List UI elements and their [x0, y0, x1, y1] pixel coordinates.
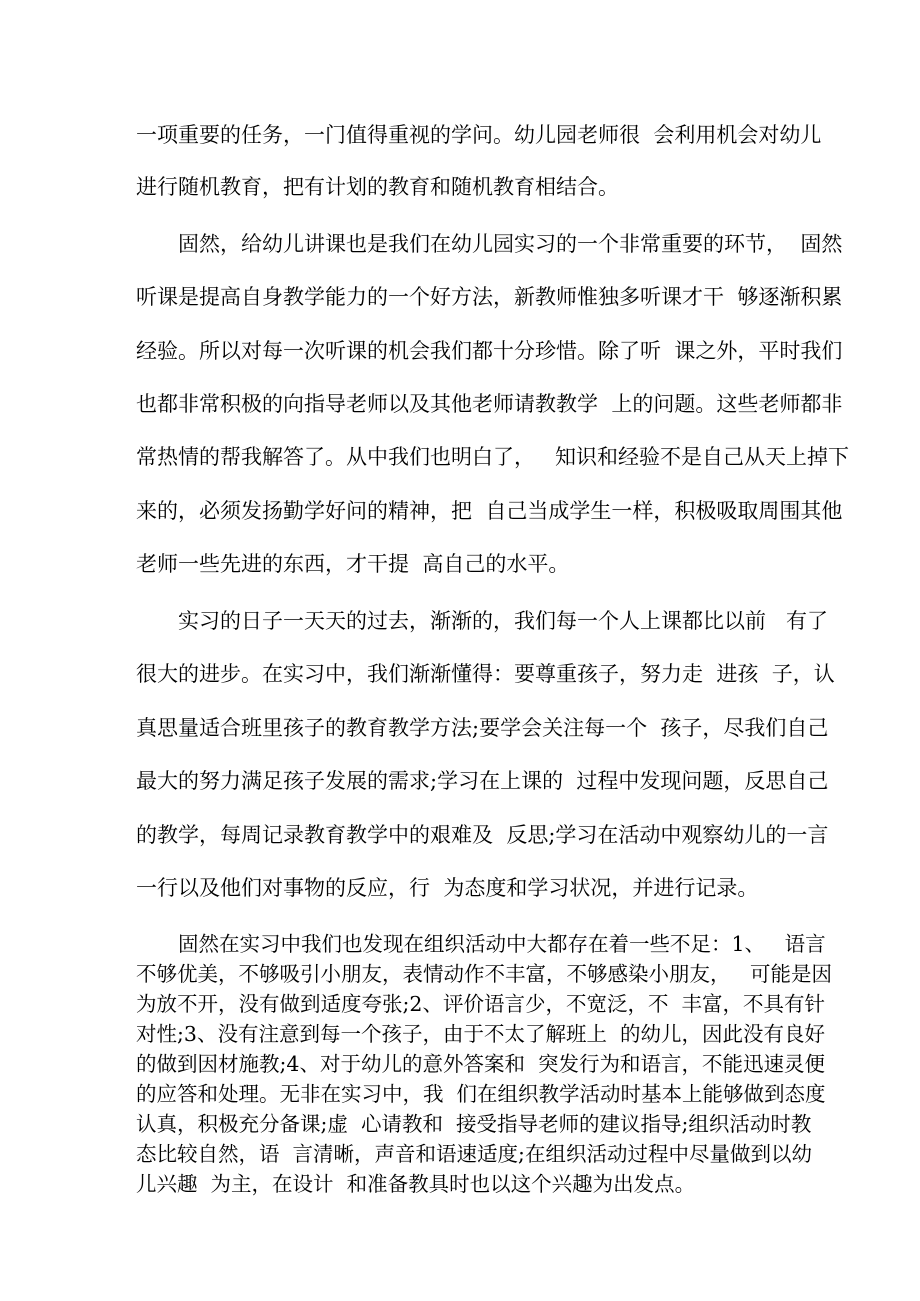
text-line: 实习的日子一天天的过去，渐渐的，我们每一个人上课都比以前 有了	[178, 609, 829, 633]
text-line: 固然，给幼儿讲课也是我们在幼儿园实习的一个非常重要的环节， 固然	[178, 232, 843, 256]
text-line: 固然在实习中我们也发现在组织活动中大都存在着一些不足：1、 语言	[178, 932, 826, 956]
text-line: 经验。所以对每一次听课的机会我们都十分珍惜。除了听 课之外，平时我们	[136, 339, 843, 363]
text-line: 常热情的帮我解答了。从中我们也明白了， 知识和经验不是自己从天上掉下	[136, 445, 850, 469]
text-line: 来的，必须发扬勤学好问的精神，把 自己当成学生一样，积极吸取周围其他	[136, 499, 843, 523]
text-line: 一行以及他们对事物的反应，行 为态度和学习状况，并进行记录。	[136, 876, 759, 900]
text-line: 进行随机教育，把有计划的教育和随机教育相结合。	[136, 175, 619, 199]
text-line: 也都非常积极的向指导老师以及其他老师请教教学 上的问题。这些老师都非	[136, 392, 843, 416]
text-line: 听课是提高自身教学能力的一个好方法，新教师惟独多听课才干 够逐渐积累	[136, 285, 843, 309]
text-line: 老师一些先进的东西，才干提 高自己的水平。	[136, 552, 570, 576]
text-line: 态比较自然，语 言清晰，声音和语速适度;在组织活动过程中尽量做到以幼	[136, 1142, 812, 1166]
text-line: 认真，积极充分备课;虚 心请教和 接受指导老师的建议指导;组织活动时教	[136, 1112, 812, 1136]
text-line: 很大的进步。在实习中，我们渐渐懂得：要尊重孩子，努力走 进孩 子，认	[136, 662, 835, 686]
text-line: 最大的努力满足孩子发展的需求;学习在上课的 过程中发现问题，反思自己	[136, 769, 829, 793]
text-line: 的做到因材施教;4、对于幼儿的意外答案和 突发行为和语言，不能迅速灵便	[136, 1052, 825, 1076]
text-line: 一项重要的任务，一门值得重视的学问。幼儿园老师很 会利用机会对幼儿	[136, 123, 822, 147]
text-line: 真思量适合班里孩子的教育教学方法;要学会关注每一个 孩子，尽我们自己	[136, 716, 829, 740]
text-line: 为放不开，没有做到适度夸张;2、评价语言少，不宽泛，不 丰富，不具有针	[136, 992, 825, 1016]
text-line: 的教学，每周记录教育教学中的艰难及 反思;学习在活动中观察幼儿的一言	[136, 823, 829, 847]
text-line: 的应答和处理。无非在实习中，我 们在组织教学活动时基本上能够做到态度	[136, 1082, 826, 1106]
text-line: 对性;3、没有注意到每一个孩子，由于不太了解班上 的幼儿，因此没有良好	[136, 1022, 825, 1046]
text-line: 儿兴趣 为主，在设计 和准备教具时也以这个兴趣为出发点。	[136, 1172, 696, 1196]
text-line: 不够优美，不够吸引小朋友，表情动作不丰富，不够感染小朋友， 可能是因	[136, 962, 833, 986]
